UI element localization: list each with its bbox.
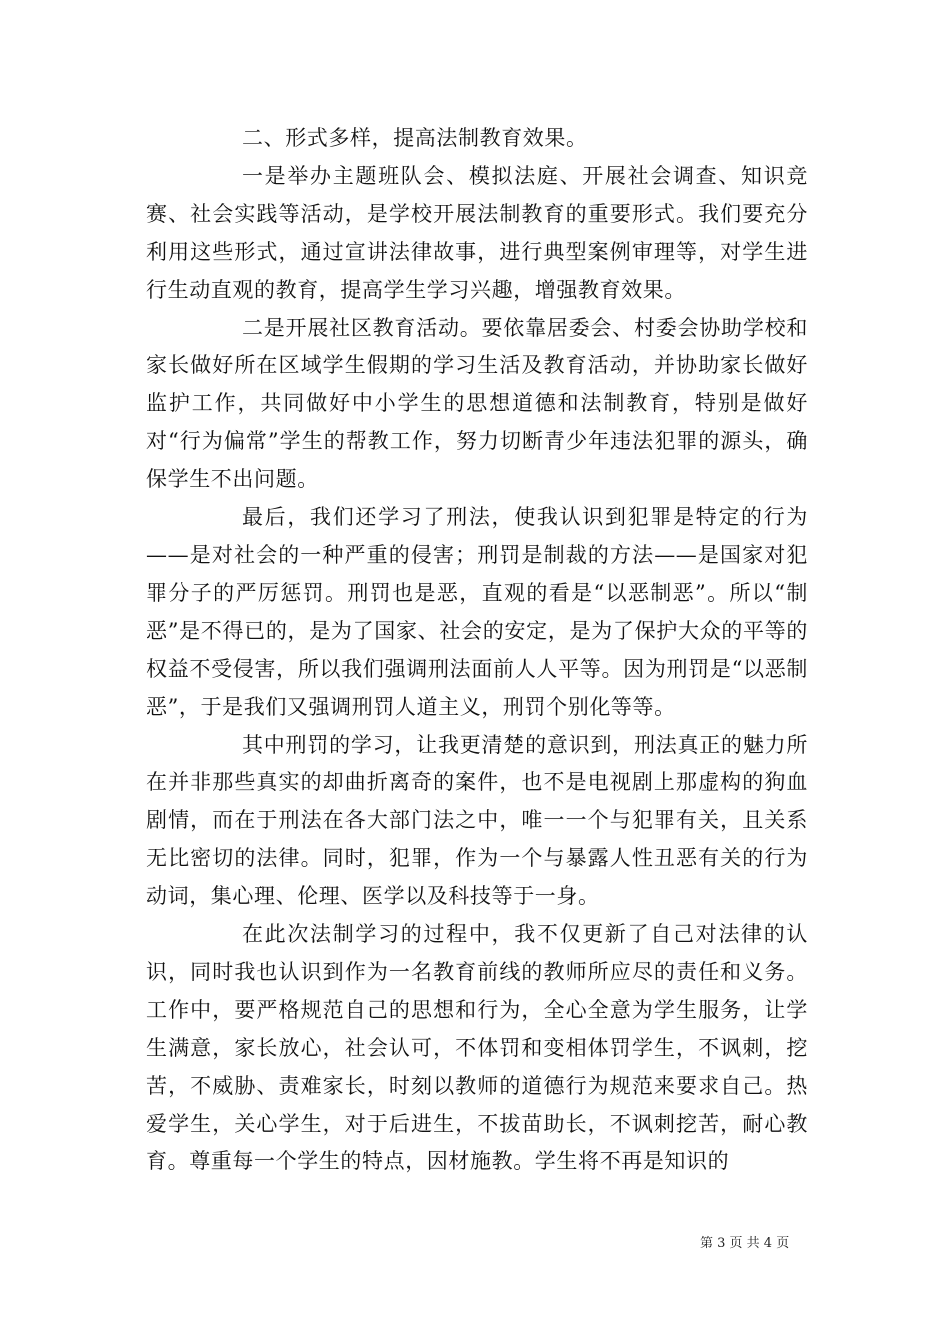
document-body [146, 120, 808, 1181]
page-number-footer: 第 3 页 共 4 页 [700, 1236, 790, 1251]
paragraph-reflection: 在此次法制学习的过程中，我不仅更新了自己对法律的认识，同时我也认识到作为一名教育前线的教师所应尽的责任和义务。工作中，要严格规范自己的思想和行为，全心全意为学生服务，让学生满意，家长放心，社会认可，不体罚和变相体罚学生，不讽刺，挖苦，不威胁、责难家长，时刻以教师的道德行为规范来要求自己。热爱学生，关心学生，对于后进生，不拔苗助长，不讽刺挖苦，耐心教育。尊重每一个学生的特点，因材施教。学生将不再是知识的 [146, 922, 808, 1174]
section-heading: 二、形式多样，提高法制教育效果。 [242, 126, 588, 150]
paragraph-criminal-law: 最后，我们还学习了刑法，使我认识到犯罪是特定的行为——是对社会的一种严重的侵害；刑罚是制裁的方法——是国家对犯罪分子的严厉惩罚。刑罚也是恶，直观的看是“以恶制恶”。所以“制恶”是不得已的，是为了国家、社会的安定，是为了保护大众的平等的权益不受侵害，所以我们强调刑法面前人人平等。因为刑罚是“以恶制恶”，于是我们又强调刑罚人道主义，刑罚个别化等等。 [146, 505, 808, 719]
paragraph-community: 二是开展社区教育活动。要依靠居委会、村委会协助学校和家长做好所在区域学生假期的学习生活及教育活动，并协助家长做好监护工作，共同做好中小学生的思想道德和法制教育，特别是做好对“行为偏常”学生的帮教工作，努力切断青少年违法犯罪的源头，确保学生不出问题。 [146, 315, 808, 492]
paragraph-activities: 一是举办主题班队会、模拟法庭、开展社会调查、知识竞赛、社会实践等活动，是学校开展法制教育的重要形式。我们要充分利用这些形式，通过宣讲法律故事，进行典型案例审理等，对学生进行生动直观的教育，提高学生学习兴趣，增强教育效果。 [146, 163, 808, 302]
paragraph-penalty: 其中刑罚的学习，让我更清楚的意识到，刑法真正的魅力所在并非那些真实的却曲折离奇的案件，也不是电视剧上那虚构的狗血剧情，而在于刑法在各大部门法之中，唯一一个与犯罪有关，且关系无比密切的法律。同时，犯罪，作为一个与暴露人性丑恶有关的行为动词，集心理、伦理、医学以及科技等于一身。 [146, 732, 808, 909]
